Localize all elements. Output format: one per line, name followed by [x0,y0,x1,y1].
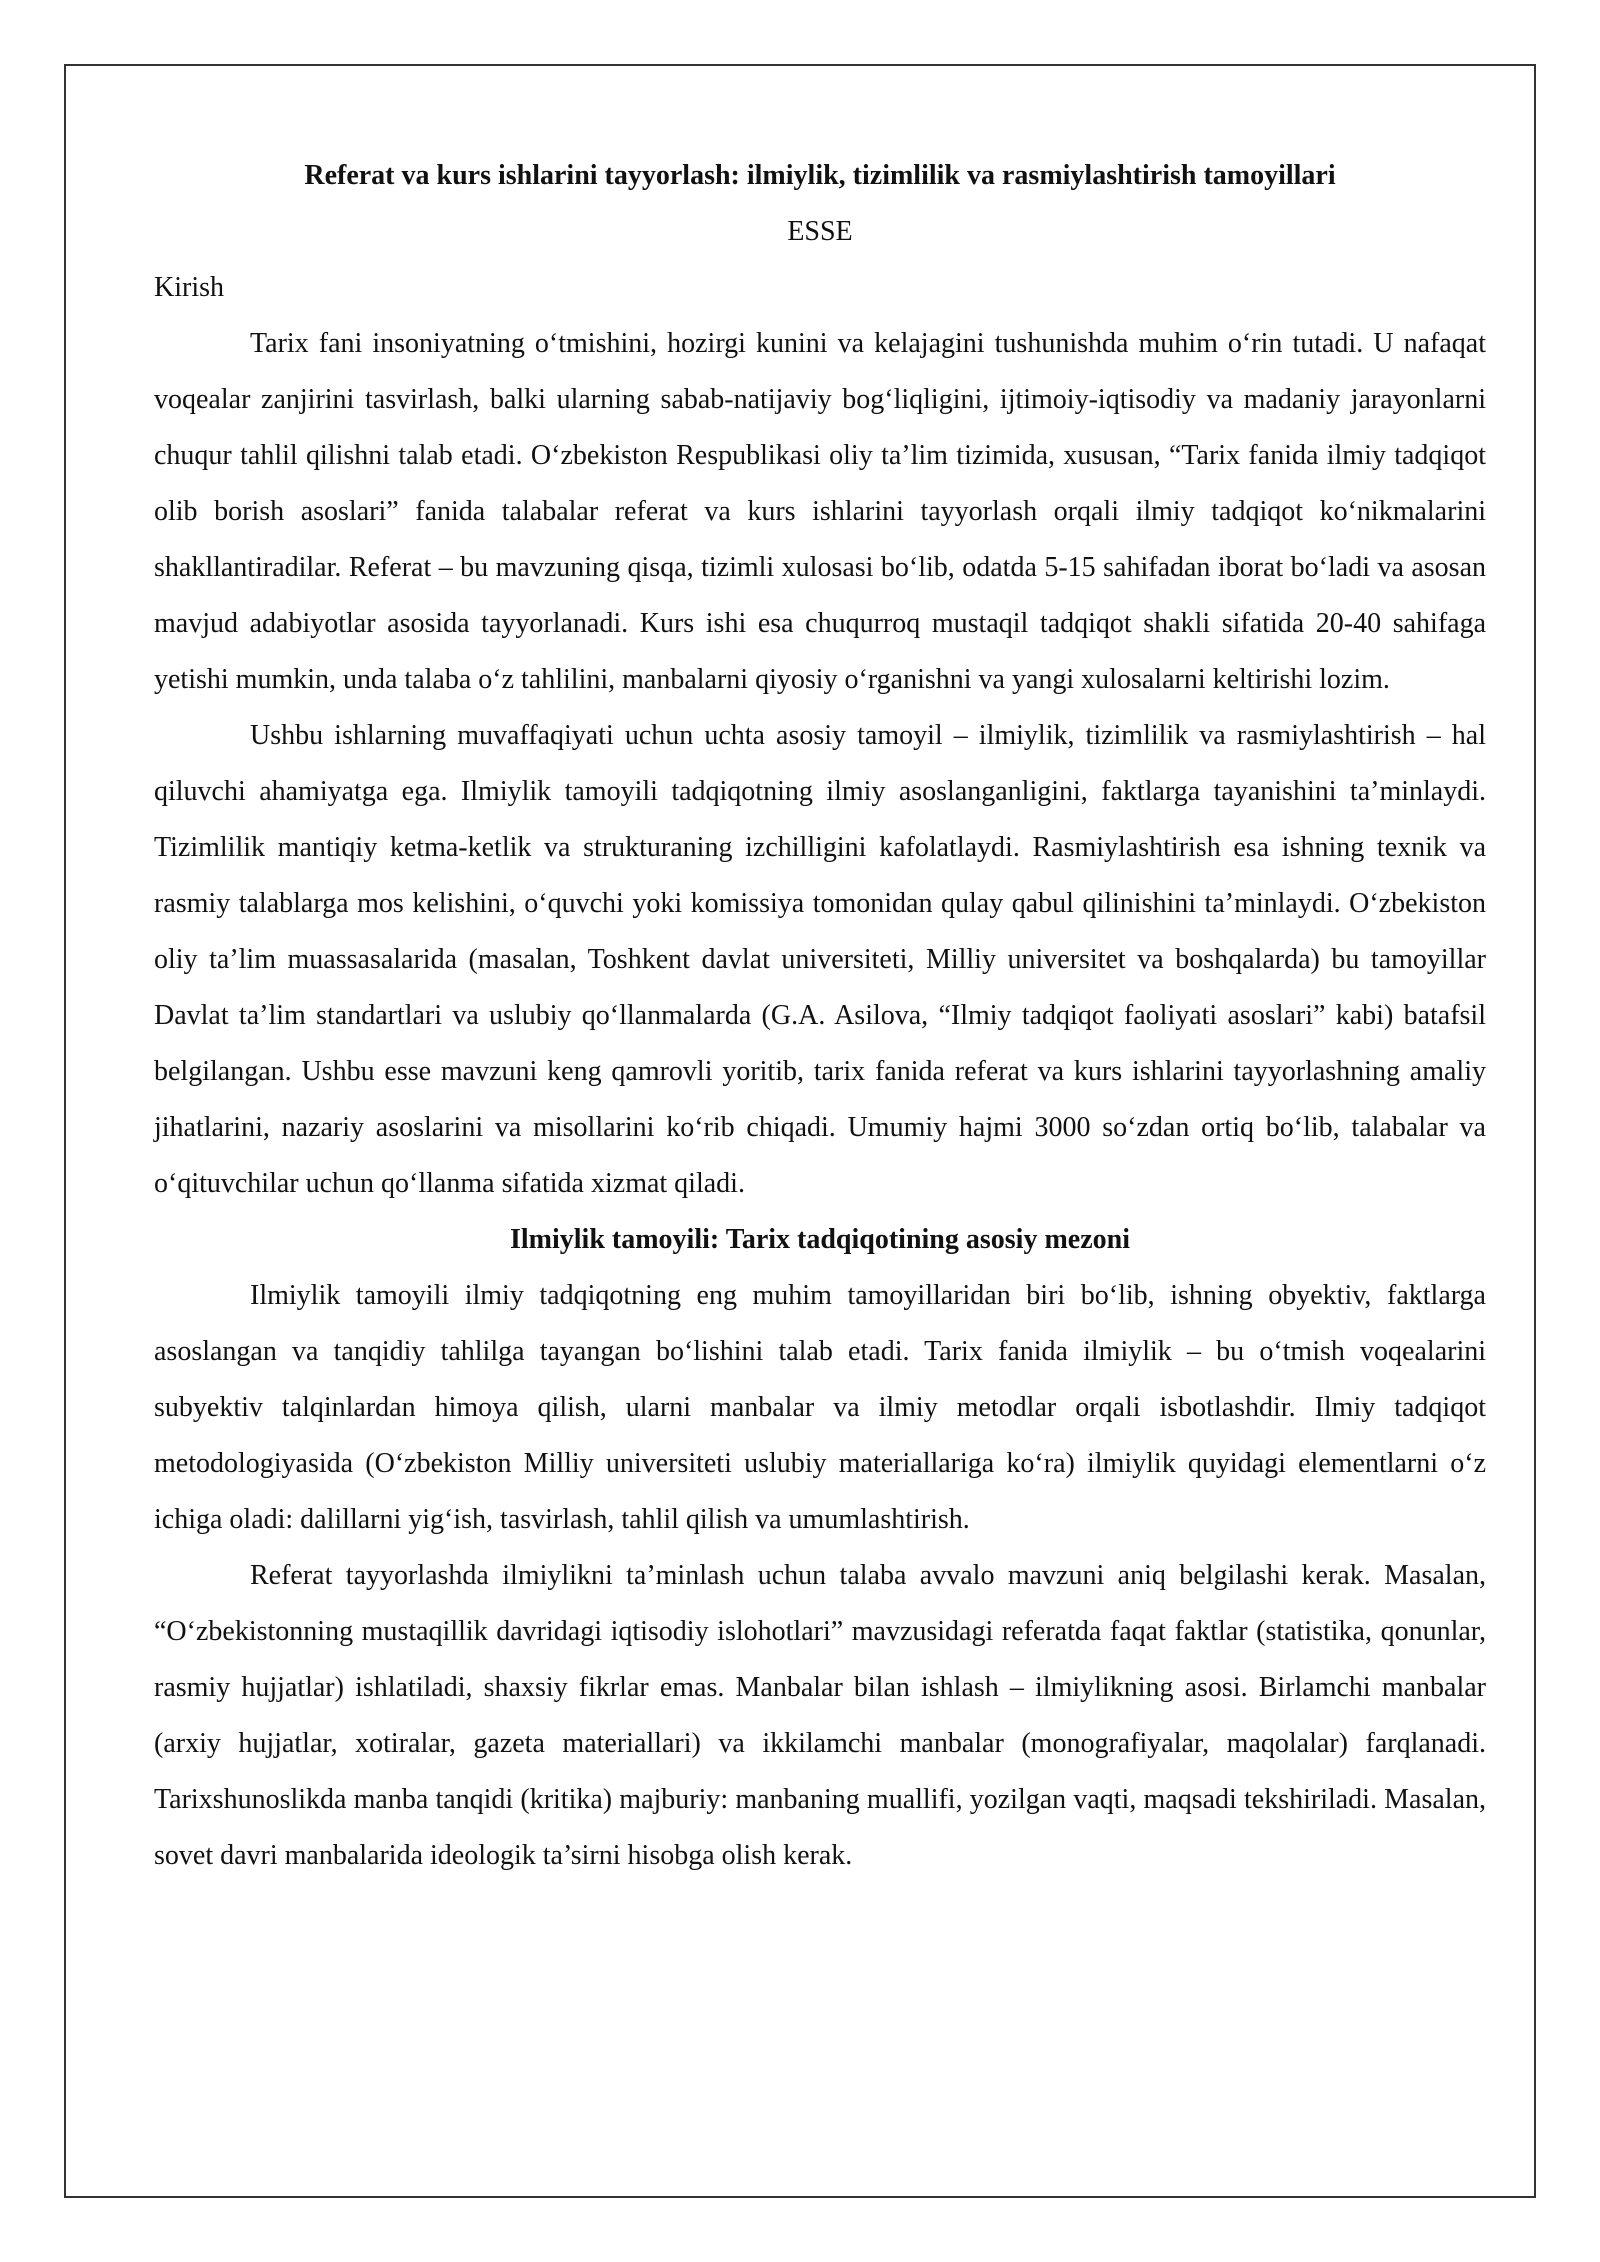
section-heading: Ilmiylik tamoyili: Tarix tadqiqotining asosiy mezoni [510,1224,1130,1255]
section-paragraph-1: Ilmiylik tamoyili ilmiy tadqiqotning eng muhim tamoyillaridan biri bo‘lib, ishning obyektiv, faktlarga asoslangan va tanqidiy tahlilga tayangan bo‘lishini talab etadi. Tarix fanida ilmiylik – bu o‘tmish voqealarini subyektiv talqinlardan himoya qilish, ularni manbalar va ilmiy metodlar orqali isbotlashdir. Ilmiy tadqiqot metodologiyasida (O‘zbekiston Milliy universiteti uslubiy materiallariga ko‘ra) ilmiylik quyidagi elementlarni o‘z ichiga oladi: dalillarni yig‘ish, tasvirlash, tahlil qilish va umumlashtirish. [154,1280,1486,1535]
section-paragraph-2: Referat tayyorlashda ilmiylikni ta’minlash uchun talaba avvalo mavzuni aniq belgilashi kerak. Masalan, “O‘zbekistonning mustaqillik davridagi iqtisodiy islohotlari” mavzusidagi referatda faqat faktlar (statistika, qonunlar, rasmiy hujjatlar) ishlatiladi, shaxsiy fikrlar emas. Manbalar bilan ishlash – ilmiylikning asosi. Birlamchi manbalar (arxiy hujjatlar, xotiralar, gazeta materiallari) va ikkilamchi manbalar (monografiyalar, maqolalar) farqlanadi. Tarixshunoslikda manba tanqidi (kritika) majburiy: manbaning muallifi, yozilgan vaqti, maqsadi tekshiriladi. Masalan, sovet davri manbalarida ideologik ta’sirni hisobga olish kerak. [154,1560,1486,1871]
intro-label: Kirish [154,272,224,303]
intro-paragraph-2: Ushbu ishlarning muvaffaqiyati uchun uchta asosiy tamoyil – ilmiylik, tizimlilik va rasmiylashtirish – hal qiluvchi ahamiyatga ega. Ilmiylik tamoyili tadqiqotning ilmiy asoslanganligini, faktlarga tayanishini ta’minlaydi. Tizimlilik mantiqiy ketma-ketlik va strukturaning izchilligini kafolatlaydi. Rasmiylashtirish esa ishning texnik va rasmiy talablarga mos kelishini, o‘quvchi yoki komissiya tomonidan qulay qabul qilinishini ta’minlaydi. O‘zbekiston oliy ta’lim muassasalarida (masalan, Toshkent davlat universiteti, Milliy universitet va boshqalarda) bu tamoyillar Davlat ta’lim standartlari va uslubiy qo‘llanmalarda (G.A. Asilova, “Ilmiy tadqiqot faoliyati asoslari” kabi) batafsil belgilangan. Ushbu esse mavzuni keng qamrovli yoritib, tarix fanida referat va kurs ishlarini tayyorlashning amaliy jihatlarini, nazariy asoslarini va misollarini ko‘rib chiqadi. Umumiy hajmi 3000 so‘zdan ortiq bo‘lib, talabalar va o‘qituvchilar uchun qo‘llanma sifatida xizmat qiladi. [154,720,1486,1199]
document-body [154,148,1486,1884]
intro-paragraph-1: Tarix fani insoniyatning o‘tmishini, hozirgi kunini va kelajagini tushunishda muhim o‘rin tutadi. U nafaqat voqealar zanjirini tasvirlash, balki ularning sabab-natijaviy bog‘liqligini, ijtimoiy-iqtisodiy va madaniy jarayonlarni chuqur tahlil qilishni talab etadi. O‘zbekiston Respublikasi oliy ta’lim tizimida, xususan, “Tarix fanida ilmiy tadqiqot olib borish asoslari” fanida talabalar referat va kurs ishlarini tayyorlash orqali ilmiy tadqiqot ko‘nikmalarini shakllantiradilar. Referat – bu mavzuning qisqa, tizimli xulosasi bo‘lib, odatda 5-15 sahifadan iborat bo‘ladi va asosan mavjud adabiyotlar asosida tayyorlanadi. Kurs ishi esa chuqurroq mustaqil tadqiqot shakli sifatida 20-40 sahifaga yetishi mumkin, unda talaba o‘z tahlilini, manbalarni qiyosiy o‘rganishni va yangi xulosalarni keltirishi lozim. [154,328,1486,695]
document-subtitle: ESSE [787,216,853,247]
document-title: Referat va kurs ishlarini tayyorlash: ilmiylik, tizimlilik va rasmiylashtirish tamoyillari [304,160,1336,191]
